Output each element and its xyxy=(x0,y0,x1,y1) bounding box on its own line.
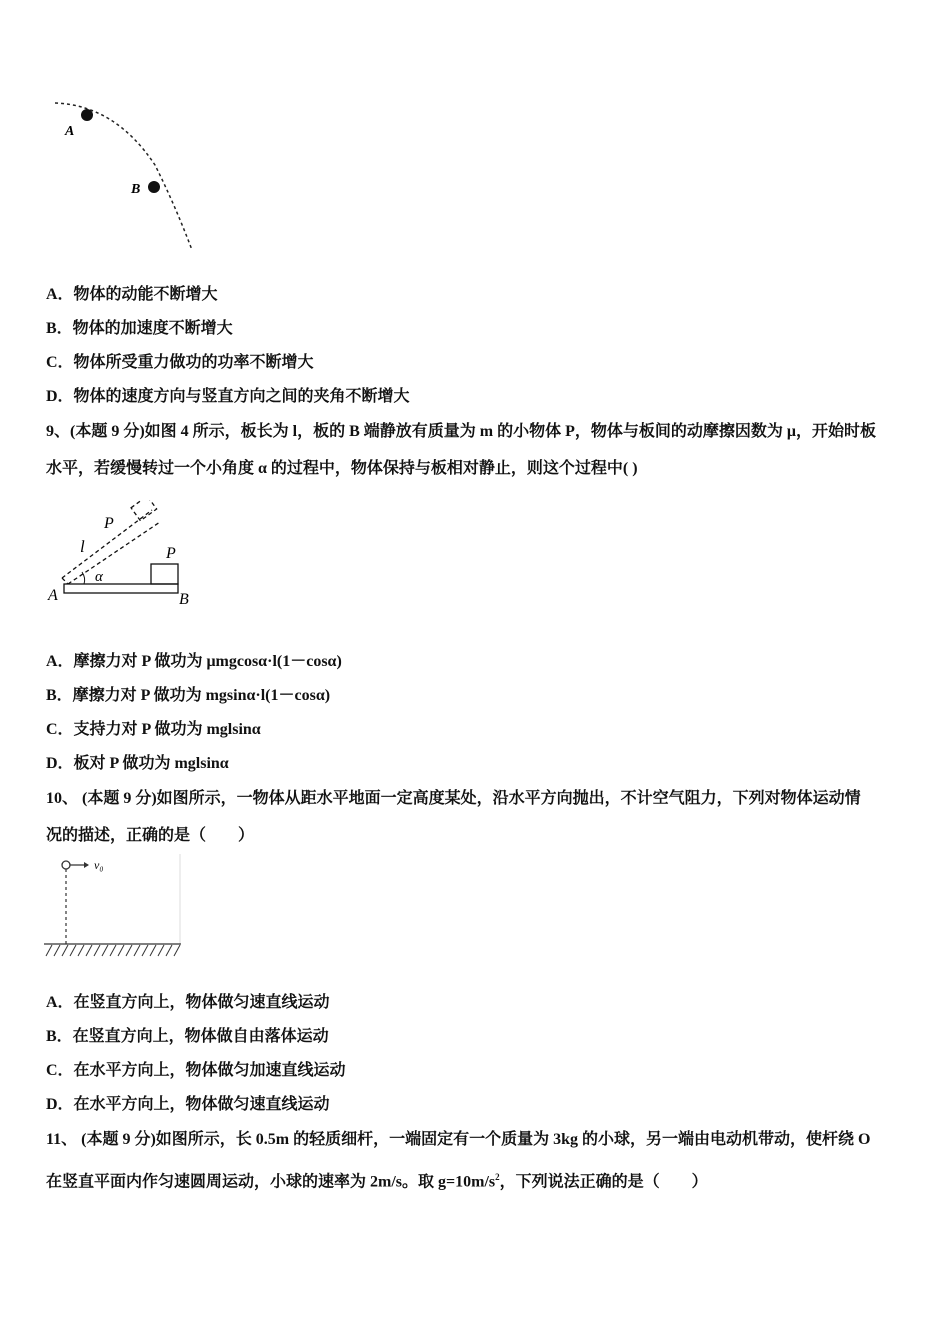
q9-stem-line1: 9、(本题 9 分)如图 4 所示，板长为 l，板的 B 端静放有质量为 m 的小物体 P，物体与板间的动摩擦因数为 μ，开始时板 xyxy=(46,423,876,440)
q9-option-d: D．板对 P 做功为 mglsinα xyxy=(46,755,229,772)
label-p-top: P xyxy=(104,515,114,532)
inclined-board-figure xyxy=(40,500,210,620)
q9-option-b: B．摩擦力对 P 做功为 mgsinα·l(1－cosα) xyxy=(46,687,331,704)
q11-text-end: ，下列说法正确的是（ ） xyxy=(499,1173,708,1191)
q10-stem-line1: 10、 (本题 9 分)如图所示，一物体从距水平地面一定高度某处，沿水平方向抛出，不计空气阻力，下列对物体运动情 xyxy=(46,790,861,807)
label-a: A xyxy=(48,587,58,604)
q10-option-b: B．在竖直方向上，物体做自由落体运动 xyxy=(46,1028,329,1045)
label-b: B xyxy=(131,182,141,197)
point-a xyxy=(81,109,93,121)
projectile-figure xyxy=(44,852,184,962)
q10-option-d: D．在水平方向上，物体做匀速直线运动 xyxy=(46,1096,330,1113)
q8-option-b: B．物体的加速度不断增大 xyxy=(46,320,233,337)
trajectory-figure xyxy=(45,95,205,255)
label-p: P xyxy=(166,545,176,562)
q8-option-a: A．物体的动能不断增大 xyxy=(46,286,218,303)
q10-option-a: A．在竖直方向上，物体做匀速直线运动 xyxy=(46,994,330,1011)
q11-text: 在竖直平面内作匀速圆周运动，小球的速率为 2m/s。取 g=10m/s xyxy=(46,1173,496,1191)
q8-option-c: C．物体所受重力做功的功率不断增大 xyxy=(46,354,314,371)
q8-option-d: D．物体的速度方向与竖直方向之间的夹角不断增大 xyxy=(46,388,410,405)
q10-option-c: C．在水平方向上，物体做匀加速直线运动 xyxy=(46,1062,346,1079)
label-alpha: α xyxy=(95,569,103,585)
superscript: 2 xyxy=(495,1172,500,1182)
point-b xyxy=(148,181,160,193)
q11-stem-line1: 11、 (本题 9 分)如图所示，长 0.5m 的轻质细杆，一端固定有一个质量为 3kg 的小球，另一端由电动机带动，使杆绕 O xyxy=(46,1131,871,1148)
label-b: B xyxy=(179,591,189,608)
label-a: A xyxy=(65,124,75,139)
q9-stem-line2: 水平，若缓慢转过一个小角度 α 的过程中，物体保持与板相对静止，则这个过程中( ) xyxy=(46,460,638,477)
q11-stem-line2 xyxy=(46,1167,708,1192)
q9-option-c: C．支持力对 P 做功为 mglsinα xyxy=(46,721,261,738)
q10-stem-line2: 况的描述，正确的是（ ） xyxy=(46,827,255,844)
label-l: l xyxy=(80,537,85,556)
q9-option-a: A．摩擦力对 P 做功为 μmgcosα·l(1－cosα) xyxy=(46,653,342,670)
label-v0: v₀ xyxy=(94,858,104,872)
